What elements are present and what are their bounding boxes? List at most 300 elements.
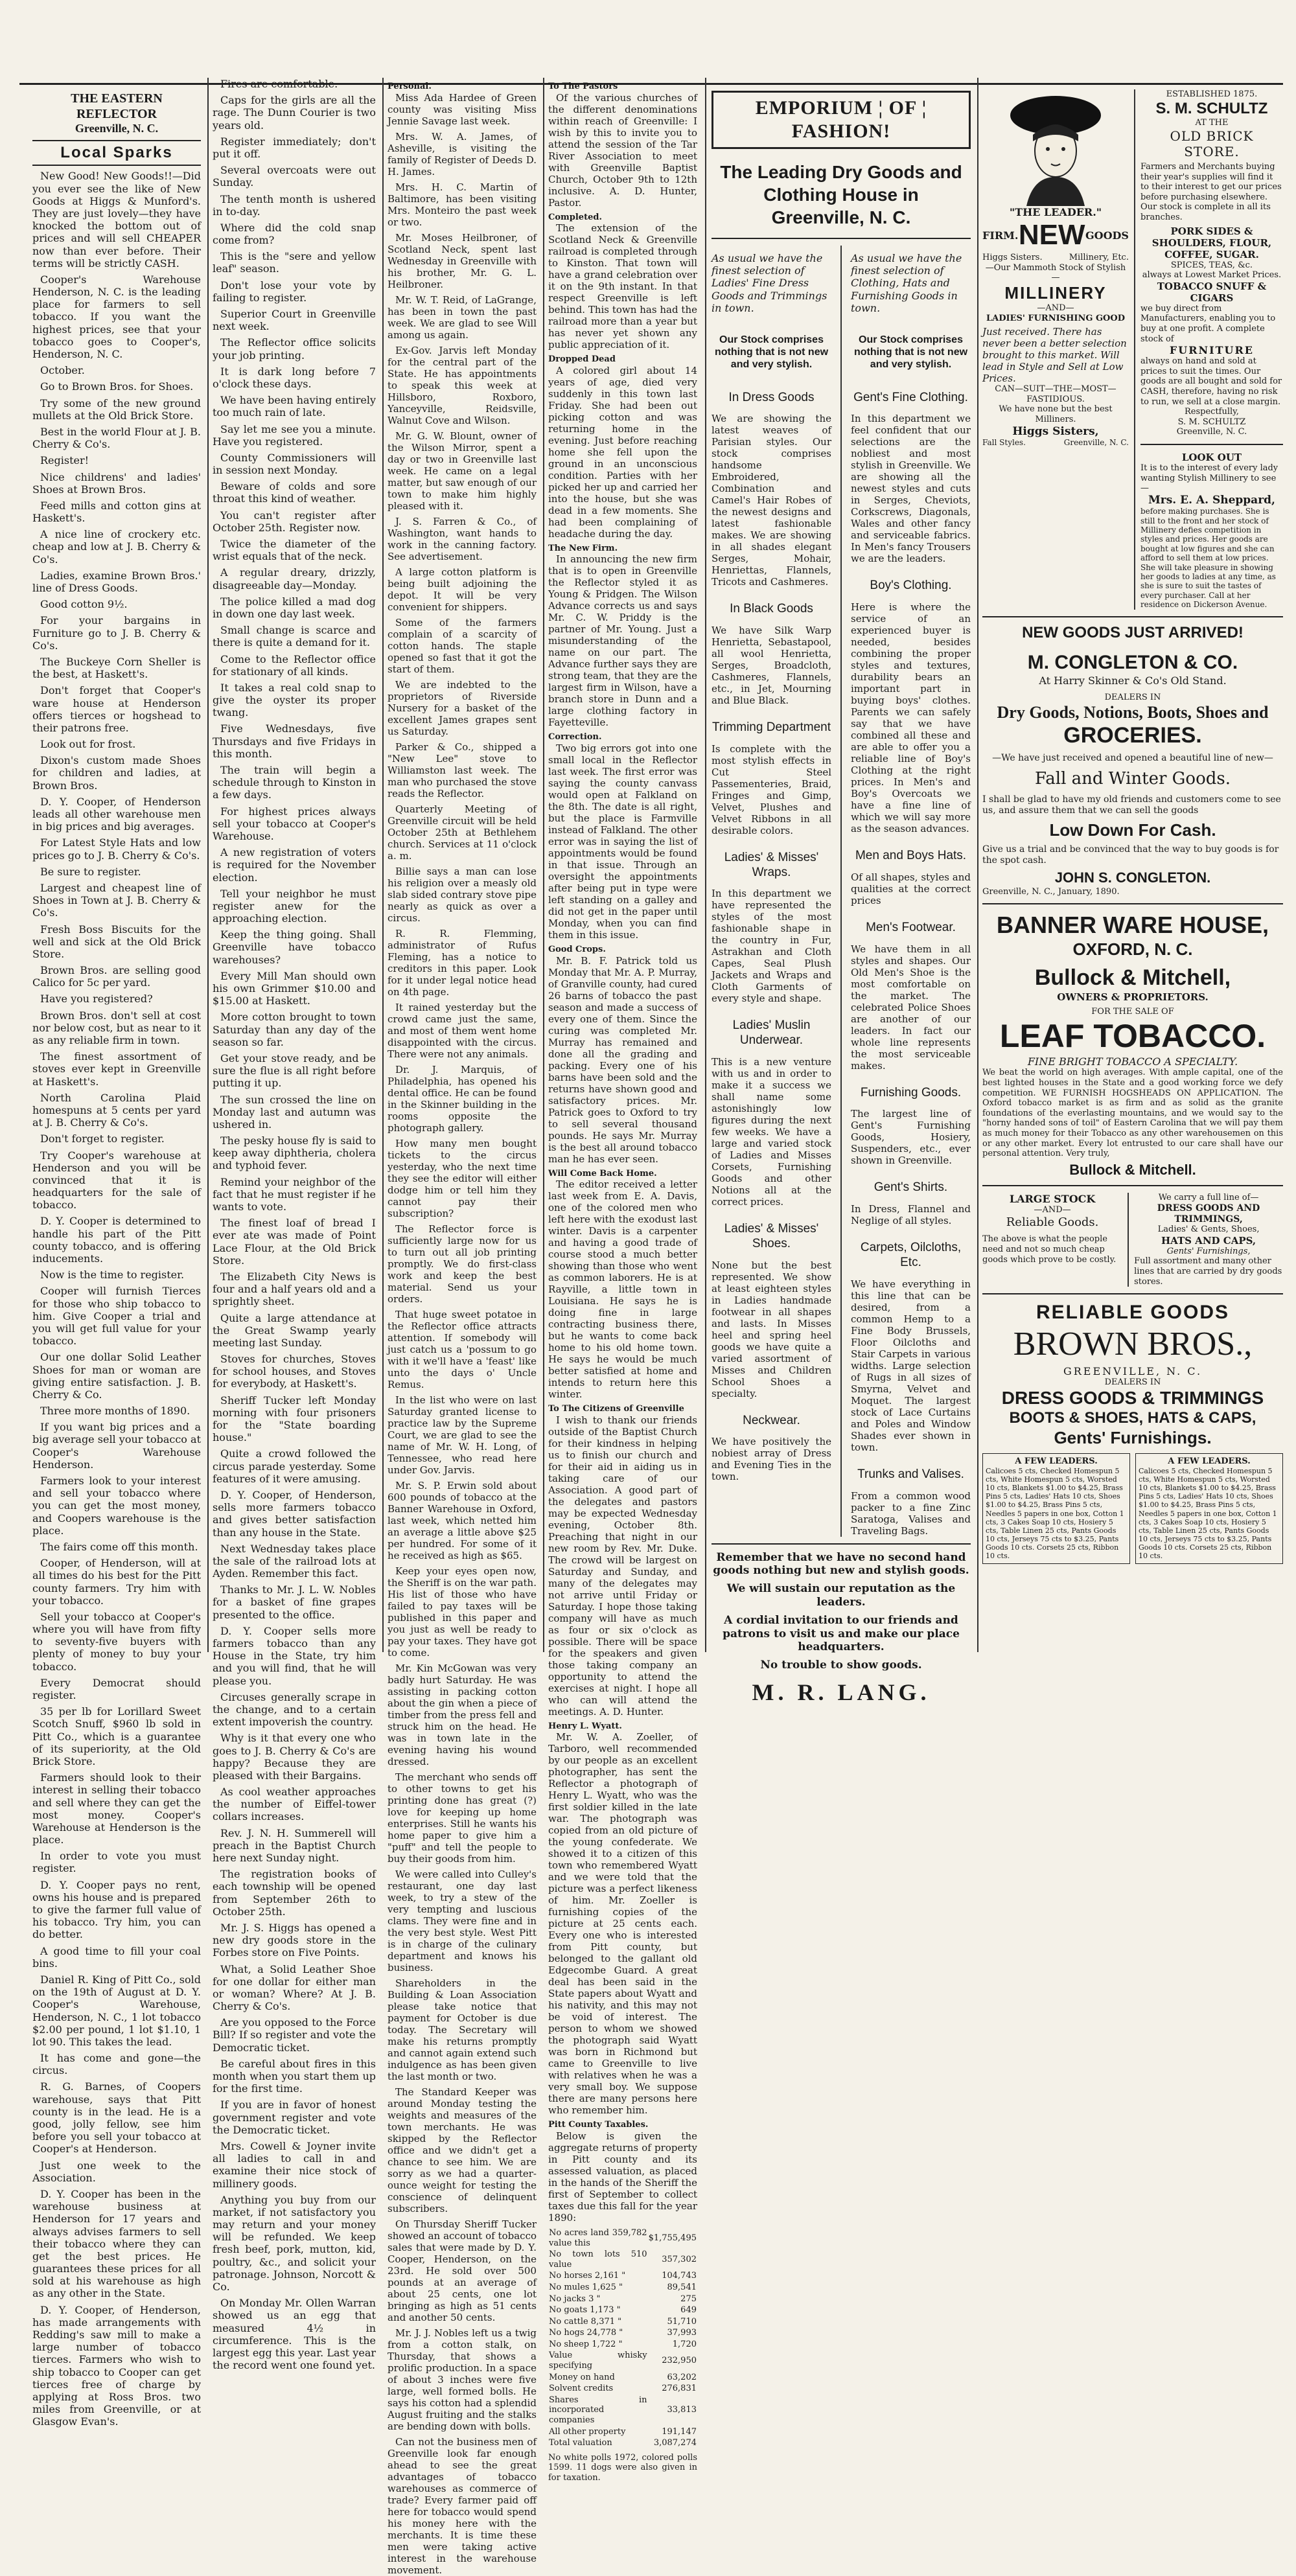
schultz-furniture: FURNITURE	[1169, 344, 1254, 357]
article-heading: To The Pastors	[548, 82, 618, 91]
brief-item: Say let me see you a minute. Have you registered.	[213, 422, 376, 448]
leaders-box-right	[1135, 1453, 1283, 1564]
brief-item: This is the "sere and yellow leaf" season.	[213, 250, 376, 275]
fullline-body: Full assortment and many other lines that are carried by dry goods stores.	[1134, 1256, 1282, 1287]
congleton-sign: JOHN S. CONGLETON.	[1054, 869, 1211, 886]
ad-divider	[1134, 89, 1135, 610]
tax-label: Value whisky specifying	[549, 2351, 647, 2371]
emporium-section-text: We have them in all styles and shapes. Our Old Men's Shoe is the most comfortable on the market. The celebrated Police Shoes are another of our leaders. In fact our whole line represents the most serviceable makes.	[851, 943, 971, 1072]
emporium-section-title: Trimming Department	[712, 720, 831, 735]
article-text: Mrs. W. A. James, of Asheville, is visiting the family of Register of Deeds D. H. James.	[388, 130, 537, 178]
brief-item: Mrs. Cowell & Joyner invite all ladies to call in and examine their nice stock of millinery goods.	[213, 2139, 376, 2190]
brief-item: For highest prices always sell your tobacco at Cooper's Warehouse.	[213, 805, 376, 842]
emporium-section-text: The largest line of Gent's Furnishing Goods, Hosiery, Suspenders, etc., ever shown in Greenville.	[851, 1108, 971, 1167]
tax-label: No cattle 8,371 "	[549, 2316, 622, 2327]
local-item: Daniel R. King of Pitt Co., sold on the 19th of August at D. Y. Cooper's Warehouse, Henderson, N. C., 1 lot tobacco $2.00 per pound, 1 lot $1.10, 1 lot 90. This takes the lead.	[32, 1973, 201, 2048]
left-intro: As usual we have the finest selection of Ladies' Fine Dress Goods and Trimmings in town.	[712, 252, 827, 314]
emporium-section-title: Boy's Clothing.	[870, 579, 952, 593]
brief-item: A new registration of voters is required for the November election.	[213, 846, 376, 884]
emporium-remember: Remember that we have no second hand goods nothing but new and stylish goods.	[713, 1550, 969, 1578]
tax-row	[548, 2350, 697, 2371]
local-item: North Carolina Plaid homespuns at 5 cents per yard at J. B. Cherry & Co's.	[32, 1091, 201, 1129]
local-item: A nice line of crockery etc. cheap and low at J. B. Cherry & Co's.	[32, 528, 201, 566]
congleton-line2: GROCERIES.	[1063, 723, 1202, 748]
higgs-sign-row	[982, 438, 1129, 447]
article-text: R. R. Flemming, administrator of Rufus Fleming, has a notice to creditors in this paper. Look for it under legal notice head on 4th page.	[388, 927, 537, 998]
fullline-ladies: Ladies' & Gents, Shoes,	[1157, 1225, 1260, 1235]
article-text: In the list who were on last Saturday granted license to practice law by the Supreme Court, we are glad to see the name of Mr. W. H. Long, of Tennessee, who read here under Gov. Jarvis.	[388, 1394, 537, 1476]
local-item: Go to Brown Bros. for Shoes.	[40, 380, 194, 393]
emporium-section-text: In this department we have represented the styles of the most fashionable shape in the country in Fur, Astrakhan and Cloth Capes, Seal Plush Jackets and Wraps and Cloth Garments of every style and shape.	[712, 888, 831, 1005]
emporium-columns	[712, 246, 971, 1537]
article-text: Miss Ada Hardee of Green county was visiting Miss Jennie Savage last week.	[388, 91, 537, 127]
schultz-store: OLD BRICK STORE.	[1170, 128, 1254, 159]
article-heading: Pitt County Taxables.	[548, 2120, 649, 2130]
article-heading: Henry L. Wyatt.	[548, 1721, 622, 1731]
emporium-section-title: Carpets, Oilcloths, Etc.	[860, 1241, 962, 1270]
leaders-row	[982, 1453, 1283, 1564]
tax-row	[548, 2327, 697, 2339]
lookout-body: It is to the interest of every lady wanting Stylish Millinery to see—	[1140, 463, 1279, 494]
article-text: Mr. W. T. Reid, of LaGrange, has been in town the past week. We are glad to see Will among us again.	[388, 293, 537, 341]
local-item: The Buckeye Corn Sheller is the best, at Haskett's.	[32, 655, 201, 681]
brief-item: Don't lose your vote by failing to register.	[213, 279, 376, 304]
local-item: Dixon's custom made Shoes for children and ladies, at Brown Bros.	[32, 754, 201, 792]
congleton-dealers: DEALERS IN	[1104, 692, 1161, 702]
higgs-names-row	[982, 253, 1129, 263]
congleton-received: —We have just received and opened a beautiful line of new—	[992, 753, 1273, 764]
fullline-intro: We carry a full line of—	[1158, 1193, 1259, 1203]
tax-row	[548, 2305, 697, 2316]
emporium-left	[712, 246, 831, 1537]
brief-item: D. Y. Cooper, of Henderson, sells more farmers tobacco and gives better satisfaction than any house in the State.	[213, 1488, 376, 1539]
local-item: Best in the world Flour at J. B. Cherry & Co's.	[32, 425, 201, 451]
brief-item: Five Wednesdays, five Thursdays and five Fridays in this month.	[213, 722, 376, 760]
local-item: For your bargains in Furniture go to J. B. Cherry & Co's.	[32, 614, 201, 652]
higgs-sign: Higgs Sisters,	[1012, 424, 1099, 438]
local-item: Try Cooper's warehouse at Henderson and you will be convinced that it is headquarters for the sale of tobacco.	[32, 1149, 201, 1212]
local-item: D. Y. Cooper, of Henderson leads all other warehouse men in big prices and big averages.	[32, 795, 201, 833]
tax-table	[548, 2227, 697, 2449]
local-item: D. Y. Cooper, of Henderson, has made arrangements with Redding's saw mill to make a large number of tobacco tierces. Farmers who wish to ship tobacco to Cooper can get tierces free of charge by applying at Ross Bros. two miles from Greenville, or at Glasgow Evan's.	[32, 2303, 201, 2428]
tax-row	[548, 2383, 697, 2395]
congleton-banner: NEW GOODS JUST ARRIVED!	[1022, 623, 1244, 641]
brief-item: We have been having entirely too much rain of late.	[213, 394, 376, 419]
local-item: Have you registered?	[40, 993, 153, 1006]
article-text: A large cotton platform is being built adjoining the depot. It will be very convenient for shippers.	[388, 566, 537, 613]
tax-value: 63,202	[667, 2372, 697, 2382]
lookout-title: LOOK OUT	[1181, 452, 1242, 464]
local-item: Be sure to register.	[40, 865, 141, 878]
schultz-sign2: Greenville, N. C.	[1176, 427, 1247, 437]
article-text: Mr. G. W. Blount, owner of the Wilson Mirror, spent a day or two in Greenville last week. He came on a legal matter, but saw enough of our town to make him highly pleased with it.	[388, 430, 537, 512]
brief-item: Keep the thing going. Shall Greenville have tobacco warehouses?	[213, 928, 376, 966]
brief-item: Circuses generally scrape in the change, and to a certain extent impoverish the country.	[213, 1690, 376, 1729]
congleton-at: At Harry Skinner & Co's Old Stand.	[1039, 674, 1227, 687]
tax-label: Solvent credits	[549, 2384, 614, 2394]
congleton-line1: Dry Goods, Notions, Boots, Shoes and	[997, 703, 1269, 722]
brief-item: Mr. J. S. Higgs has opened a new dry goods store in the Forbes store on Five Points.	[213, 1921, 376, 1959]
local-item: Just one week to the Association.	[32, 2159, 201, 2184]
article-text: Mr. W. A. Zoeller, of Tarboro, well recommended by our people as an excellent photographer, has sent the Reflector a photograph of Henry L. Wyatt, who was the first soldier killed in the late war. The photograph was copied from an old picture of the young confederate. We showed it to a citizen of this town who remembered Wyatt and we were told that the picture was a perfect likeness of him. Mr. Zoeller is furnishing copies of the picture at 25 cents each. Every one who is interested from Pitt county, but belonged to the gallant old Edgecombe Guard. A great deal has been said in the State papers about Wyatt and his nativity, and this may not be void of interest. The person to whom we showed the photograph said Wyatt was born in Richmond but came to Greenville to live with relatives when he was a very small boy. We suppose there are many persons here who remember him.	[548, 1731, 697, 2117]
schultz-items: PORK SIDES & SHOULDERS, FLOUR, COFFEE, SUGAR.	[1151, 225, 1272, 260]
article-text: Parker & Co., shipped a "New Lee" stove to Williamston last week. The man who purchased the stove reads the Reflector.	[388, 741, 537, 799]
brief-item: Are you opposed to the Force Bill? If so register and vote the Democratic ticket.	[213, 2016, 376, 2054]
tax-label: Total valuation	[549, 2438, 612, 2448]
top-ads-row	[982, 89, 1283, 610]
local-item: Don't forget that Cooper's ware house at Henderson offers tierces or hogshead to their patrons free.	[32, 684, 201, 734]
local-item: Cooper will furnish Tierces for those who ship tobacco to him. Give Cooper a trial and you will get full value for your tobacco.	[32, 1285, 201, 1348]
higgs-call: We have none but the best Milliners.	[999, 404, 1113, 424]
news-list	[548, 82, 697, 2224]
tax-label: No goats 1,173 "	[549, 2305, 621, 2316]
article-heading: Completed.	[548, 212, 602, 222]
tax-label: No sheep 1,722 "	[549, 2339, 623, 2349]
local-item: Try some of the new ground mullets at the Old Brick Store.	[32, 397, 201, 422]
tax-value: 232,950	[662, 2356, 697, 2366]
article-text: In announcing the new firm that is to open in Greenville the Reflector styled it as Young & Pridgen. The Wilson Advance corrects us and says Mr. C. W. Priddy is the partner of Mr. Young. Just a misunderstanding of the name on our part. The Advance further says they are strong team, that they are the largest firm in Wilson, have a branch store in Dunn and a large clothing factory in Fayetteville.	[548, 553, 697, 729]
local-item: Cooper's Warehouse Henderson, N. C. is the leading place for farmers to sell tobacco. If you want the highest prices, see that your tobacco goes to Cooper's, Henderson, N. C.	[32, 273, 201, 361]
local-item: If you want big prices and a big average sell your tobacco at Cooper's Warehouse Henderson.	[32, 1421, 201, 1471]
emporium-section-text: We have Silk Warp Henrietta, Sebastapool, all wool Henrietta, Serges, Broadcloth, Cashmeres, Flannels, etc., in Jet, Mourning and Blue Black.	[712, 625, 831, 707]
emporium-ad	[712, 78, 971, 1705]
article-text: J. S. Farren & Co., of Washington, want hands to work in the canning factory. See advertisement.	[388, 515, 537, 562]
tax-label: No mules 1,625 "	[549, 2282, 623, 2292]
higgs-millinery-etc: Millinery, Etc.	[1069, 252, 1129, 262]
local-item: 35 per lb for Lorillard Sweet Scotch Snuff, $960 lb sold in Pitt Co., which is a guarantee of its superiority, at the Old Brick Store.	[32, 1705, 201, 1767]
right-ads	[982, 78, 1283, 1652]
masthead-title: THE EASTERN REFLECTOR	[71, 91, 163, 121]
article-text: Billie says a man can lose his religion over a measly old slab sided contrary stove pipe nearly as quick as over a circus.	[388, 865, 537, 924]
column-rule	[382, 78, 384, 1652]
emporium-section-title: In Black Goods	[730, 602, 813, 616]
large-stock-title: LARGE STOCK	[1009, 1193, 1096, 1206]
brief-item: Remind your neighbor of the fact that he must register if he wants to vote.	[213, 1175, 376, 1213]
brief-item: Stoves for churches, Stoves for school houses, and Stoves for everybody, at Haskett's.	[213, 1353, 376, 1390]
column-rule	[207, 78, 209, 1652]
article-text: Mr. S. P. Erwin sold about 600 pounds of tobacco at the Banner Warehouse in Oxford, last week, which netted him an average a little above $25 per hundred. For some of it he received as high as $65.	[388, 1479, 537, 1561]
article-text: The merchant who sends off to other towns to get his printing done has great (?) love for keeping up home enterprises. Still he wants his home paper to give him a "puff" and tell the people to buy their goods from him.	[388, 1771, 537, 1865]
emporium-section-title: Furnishing Goods.	[860, 1085, 962, 1099]
emporium-owner: M. R. LANG.	[752, 1679, 931, 1705]
banner-prop: OWNERS & PROPRIETORS.	[1057, 991, 1209, 1003]
emporium-section-text: We have positively the nobiest array of Dress and Evening Ties in the town.	[712, 1436, 831, 1483]
brief-item: The train will begin a schedule through to Kinston in a few days.	[213, 764, 376, 801]
emporium-right	[851, 246, 971, 1537]
large-stock-and: —AND—	[1034, 1205, 1071, 1215]
local-item: October.	[40, 364, 85, 377]
local-item: Good cotton 9½.	[40, 598, 128, 611]
column-rule	[543, 78, 544, 1652]
local-item: Brown Bros. don't sell at cost nor below cost, but as near to it as any reliable firm in town.	[32, 1009, 201, 1047]
article-text: Shareholders in the Building & Loan Association please take notice that payment for October is due today. The Secretary will make his returns promptly and cannot again extend such indulgence as has been given the last month or two.	[388, 1977, 537, 2082]
article-text: I wish to thank our friends outside of the Baptist Church for their kindness in helping us to finish our church and for their aid in aiding us in taking care of our Association. A good part of the delegates and pastors may be expected Wednesday evening, October 8th. Preaching that night in our new room by Rev. Mr. Duke. The crowd will be largest on Saturday and Sunday, and many of the delegates may not arrive until Friday or Saturday. I hope those taking company will have as much as four or six o'clock as possible. There will be space for the speakers and given those taking company an opportunity to attend the exercises at night. I hope all who can will attend the meetings. A. D. Hunter.	[548, 1414, 697, 1718]
higgs-and: —AND—	[1037, 303, 1074, 313]
schultz-buy: we buy direct from Manufacturers, enabling you to buy at one profit. A complete stock of	[1140, 303, 1276, 344]
tax-row	[548, 2282, 697, 2294]
banner-fine: FINE BRIGHT TOBACCO A SPECIALTY.	[1027, 1055, 1238, 1068]
brief-item: The pesky house fly is said to keep away diphtheria, cholera and typhoid fever.	[213, 1134, 376, 1172]
column-personal	[388, 78, 537, 2576]
tax-footer: No white polls 1972, colored polls 1599. 11 dogs were also given in for taxation.	[548, 2452, 697, 2483]
brief-item: The tenth month is ushered in to-day.	[213, 192, 376, 218]
local-item: D. Y. Cooper is determined to handle his part of the Pitt county tobacco, and is offering inducements.	[32, 1215, 201, 1265]
emporium-section-title: Men and Boys Hats.	[855, 849, 967, 863]
brown-line2: BOOTS & SHOES, HATS & CAPS,	[1009, 1409, 1256, 1427]
briefs-list	[213, 78, 376, 2371]
leaders-list-left: Calicoes 5 cts, Checked Homespun 5 cts, White Homespun 5 cts, Worsted 10 cts, Blankets $1.00 to $4.25, Brass Pins 5 cts, Ladies' Hats 10 cts, Shoes $1.00 to $4.25, Brass Pins 5 cts, Needles 5 papers in one box, Cotton 1 cts, 3 Cakes Soap 10 cts, Hosiery 5 cts, Table Linen 25 cts, Pants Goods 10 cts, Jerseys 75 cts to $3.25, Pants Goods 10 cts. Corsets 25 cts, Ribbon 10 cts.	[986, 1466, 1124, 1561]
brief-item: Get your stove ready, and be sure the flue is all right before putting it up.	[213, 1052, 376, 1090]
congleton-low: Low Down For Cash.	[1049, 820, 1216, 840]
tax-label: Money on hand	[549, 2372, 615, 2382]
emporium-section-text: We are showing the latest weaves of Parisian styles. Our stock comprises handsome Embroidered, Combination and Camel's Hair Robes of the newest designs and latest fashionable makes. We are showing in all shades elegant Serges, Mohair, Henriettas, Flannels, Tricots and Cashmeres.	[712, 413, 831, 588]
higgs-ladies: LADIES' FURNISHING GOOD	[986, 313, 1125, 323]
article-text: Below is given the aggregate returns of property in Pitt county and its assessed valuation, as placed in the hands of the Sheriff the first of September to collect taxes due this fall for the year 1890:	[548, 2130, 697, 2224]
article-text: We are indebted to the proprietors of Riverside Nursery for a basket of the excellent James grapes sent us Saturday.	[388, 678, 537, 737]
tax-label: No acres land 359,782 value this	[549, 2227, 647, 2248]
ad-divider	[1128, 1193, 1129, 1287]
banner-title: BANNER WARE HOUSE,	[996, 912, 1269, 939]
article-text: Some of the farmers complain of a scarcity of cotton hands. The staple opened so fast that it got the start of them.	[388, 616, 537, 675]
brief-item: The Reflector office solicits your job printing.	[213, 336, 376, 362]
article-text: How many men bought tickets to the circus yesterday, who the next time they see the editor will either dodge him or tell him they cannot pay their subscription?	[388, 1137, 537, 1219]
column-rule	[977, 78, 978, 1652]
tax-value: 37,993	[667, 2328, 697, 2338]
emporium-section-title: Trunks and Valises.	[857, 1467, 964, 1481]
emporium-section-title: Ladies' Muslin Underwear.	[732, 1018, 811, 1048]
tax-row	[548, 2316, 697, 2328]
brown-bros-ad	[982, 1301, 1283, 1563]
brief-item: Come to the Reflector office for stationary of all kinds.	[213, 652, 376, 678]
tax-value: 649	[680, 2305, 697, 2316]
brief-item: It takes a real cold snap to give the oyster its proper twang.	[213, 681, 376, 719]
article-text: On Thursday Sheriff Tucker showed an account of tobacco sales that were made by D. Y. Cooper, Henderson, on the 23rd. He sold over 500 pounds at an average of about 25 cents, one lot bringing as high as 51 cents and another 50 cents.	[388, 2218, 537, 2323]
local-item: Every Democrat should register.	[32, 1676, 201, 1702]
article-text: Mr. B. F. Patrick told us Monday that Mr. A. P. Murray, of Granville county, had cured 26 barns of tobacco the past season and made a success of every one of them. Since the curing was completed Mr. Murray has remained and done all the grading and packing. Every one of his barns have been sold and the returns have shown good and satisfactory prices. Mr. Patrick goes to Oxford to try to sell several thousand pounds. He says Mr. Murray is the best all around tobacco man he has ever seen.	[548, 954, 697, 1165]
article-text: Keep your eyes open now, the Sheriff is on the war path. His list of those who have failed to pay taxes will be published in this paper and you just as well be ready to pay your taxes. They have got to come.	[388, 1565, 537, 1659]
column-news	[548, 78, 697, 2483]
local-item: New Good! New Goods!!—Did you ever see the like of New Goods at Higgs & Munford's. They are just lovely—they have knocked the bottom out of prices and will sell CHEAPER now than ever before. Their terms will be strictly CASH.	[32, 170, 201, 270]
masthead-place: Greenville, N. C.	[75, 122, 159, 135]
schultz-furn-body: always on hand and sold at prices to suit the times. Our goods are all bought and sold for CASH, therefore, having no risk to run, we sell at a close margin.	[1140, 356, 1282, 407]
newspaper-page	[19, 78, 1283, 2576]
local-item: The fairs come off this month.	[40, 1540, 198, 1553]
tax-label: Shares in incorporated companies	[549, 2395, 647, 2426]
brief-item: Beware of colds and sore throat this kind of weather.	[213, 480, 376, 505]
local-item: Look out for frost.	[40, 738, 136, 751]
higgs-new: NEW	[1018, 219, 1085, 251]
emporium-section-title: In Dress Goods	[728, 390, 815, 404]
brief-item: As cool weather approaches the number of Eiffel-tower collars increases.	[213, 1786, 376, 1823]
higgs-goods: GOODS	[1085, 229, 1129, 242]
tax-value: 51,710	[667, 2316, 697, 2327]
schultz-body: Farmers and Merchants buying their year's supplies will find it to their interest to get our prices before purchasing elsewhere. Our stock is complete in all its branches.	[1140, 161, 1282, 222]
banner-forsale: FOR THE SALE OF	[1091, 1006, 1174, 1017]
schultz-at: AT THE	[1195, 118, 1229, 128]
emporium-section-title: Gent's Fine Clothing.	[853, 390, 968, 404]
brief-item: Superior Court in Greenville next week.	[213, 308, 376, 333]
emporium-sustain: We will sustain our reputation as the leaders.	[726, 1582, 956, 1609]
tax-row	[548, 2372, 697, 2384]
article-text: We were called into Culley's restaurant, one day last week, to try a stew of the very tempting and luscious clams. They were fine and in the very best style. West Pitt is in charge of the culinary department and knows his business.	[388, 1868, 537, 1973]
local-item: Feed mills and cotton gins at Haskett's.	[32, 499, 201, 525]
brief-item: Several overcoats were out Sunday.	[213, 164, 376, 189]
personal-list	[388, 82, 537, 2576]
banner-leaf: LEAF TOBACCO.	[999, 1018, 1266, 1055]
schultz-est: ESTABLISHED 1875.	[1166, 89, 1258, 99]
local-item: Register!	[40, 454, 89, 467]
emporium-section-title: Men's Footwear.	[866, 920, 956, 934]
emporium-subtitle: The Leading Dry Goods and Clothing House in Greenville, N. C.	[720, 162, 962, 227]
leaders-title-right: A FEW LEADERS.	[1168, 1456, 1251, 1467]
brief-item: The registration books of each township will be opened from September 26th to October 25th.	[213, 1868, 376, 1918]
emporium-section-text: In Dress, Flannel and Neglige of all styles.	[851, 1203, 971, 1227]
brief-item: If you are in favor of honest government register and vote the Democratic ticket.	[213, 2099, 376, 2136]
banner-warehouse-ad	[982, 911, 1283, 1179]
brief-item: Fires are comfortable.	[220, 78, 338, 90]
tax-row	[548, 2339, 697, 2351]
brief-item: The police killed a mad dog in down one day last week.	[213, 595, 376, 620]
tax-value: 3,087,274	[653, 2438, 697, 2448]
large-stock-body: The above is what the people need and not so much cheap goods which prove to be costly.	[982, 1234, 1117, 1265]
congleton-trial: Give us a trial and be convinced that the way to buy goods is for the spot cash.	[982, 844, 1279, 866]
lady-portrait-icon	[1007, 89, 1104, 206]
brief-item: What, a Solid Leather Shoe for one dollar for either man or woman? Where? At J. B. Cherry & Co's.	[213, 1962, 376, 2013]
large-stock-ad	[982, 1193, 1122, 1287]
higgs-firm: FIRM.	[982, 229, 1019, 242]
column-local-sparks	[32, 78, 201, 2428]
emporium-section-text: Of all shapes, styles and qualities at the correct prices	[851, 871, 971, 906]
stock-note-left: Our Stock comprises nothing that is not new and very stylish.	[714, 334, 829, 371]
article-text: Mr. Moses Heilbroner, of Scotland Neck, spent last Wednesday in Greenville with his brother, Mr. G. L. Heilbroner.	[388, 231, 537, 290]
article-text: A colored girl about 14 years of age, died very suddenly in this town last Friday. She had been out picking cotton and was returning home in the evening. Just before reaching home she fell upon the ground in an unconscious condition. Parties with her picked her up and carried her into the house, but she was dead in a few moments. She had been complaining of headache during the day.	[548, 364, 697, 540]
local-item: Our one dollar Solid Leather Shoes for man or woman are giving entire satisfaction. J. B. Cherry & Co.	[32, 1351, 201, 1401]
local-item: In order to vote you must register.	[32, 1850, 201, 1875]
right-intro: As usual we have the finest selection of Clothing, Hats and Furnishing Goods in town.	[851, 252, 962, 314]
emporium-section-title: Ladies' & Misses' Shoes.	[724, 1222, 819, 1250]
fullline-hats: HATS AND CAPS,	[1161, 1234, 1256, 1247]
brown-line3: Gents' Furnishings.	[1054, 1427, 1212, 1447]
local-item: Farmers look to your interest and sell your tobacco where you can get the most money, and Coopers warehouse is the place.	[32, 1475, 201, 1537]
emporium-banner: EMPORIUM ¦ OF ¦ FASHION!	[712, 91, 971, 149]
brief-item: Caps for the girls are all the rage. The Dunn Courier is two years old.	[213, 94, 376, 132]
article-text: Mr. J. J. Nobles left us a twig from a cotton stalk, on Thursday, that shows a prolific production. In a space of about 3 inches were five large, well formed bolls. He says his cotton had a splendid August fruiting and the stalks are bending down with bolls.	[388, 2327, 537, 2432]
brief-item: Twice the diameter of the wrist equals that of the neck.	[213, 538, 376, 563]
article-text: The extension of the Scotland Neck & Greenville railroad is completed through to Kinston. That town will have a grand celebration over it on the 9th instant. In that respect Greenville is left behind. This town has had the railroad more than a year but has never yet shown any public appreciation of it.	[548, 222, 697, 351]
local-item: Three more months of 1890.	[40, 1405, 191, 1418]
brief-item: Every Mill Man should own his own Grimmer $10.00 and $15.00 at Haskett.	[213, 969, 376, 1007]
local-item: It has come and gone—the circus.	[32, 2052, 201, 2077]
article-heading: To The Citizens of Greenville	[548, 1404, 684, 1414]
brief-item: Tell your neighbor he must register anew for the approaching election.	[213, 887, 376, 925]
fullline-dress: DRESS GOODS AND TRIMMINGS,	[1157, 1202, 1260, 1225]
brief-item: The Elizabeth City News is four and a half years old and a sprightly sheet.	[213, 1270, 376, 1308]
section-title: Local Sparks	[60, 143, 173, 161]
column-briefs	[213, 78, 376, 2372]
tax-label: No horses 2,161 "	[549, 2271, 626, 2281]
large-stock-reliable: Reliable Goods.	[1006, 1215, 1099, 1229]
emporium-divider	[840, 246, 842, 1537]
emporium-section-text: We have everything in this line that can be desired, from a common Hemp to a Fine Body Brussels, Floor Oilcloths and Stair Carpets in various widths. Large selection of Rugs in all sizes of Smyrna, Velvet and Moquet. The largest stock of Lace Curtains and Poles and Window Shades ever shown in town.	[851, 1278, 971, 1453]
emporium-section-text: Is complete with the most stylish effects in Cut Steel Passementeries, Braid, Fringes and Gimp, Velvet, Plushes and Velvet Ribbons in all desirable colors.	[712, 742, 831, 836]
leaders-box-left	[982, 1453, 1130, 1564]
brief-item: Where did the cold snap come from?	[213, 221, 376, 247]
higgs-ad	[982, 89, 1129, 610]
brown-dealers: DEALERS IN	[1104, 1377, 1161, 1387]
full-line-ad	[1134, 1193, 1283, 1287]
local-item: For Latest Style Hats and low prices go to J. B. Cherry & Co's.	[32, 836, 201, 862]
brief-item: Next Wednesday takes place the sale of the railroad lots at Ayden. Remember this fact.	[213, 1542, 376, 1580]
brief-item: Rev. J. N. H. Summerell will preach in the Baptist Church here next Sunday night.	[213, 1826, 376, 1864]
local-item: The finest assortment of stoves ever kept in Greenville at Haskett's.	[32, 1050, 201, 1088]
tax-label: No town lots 510 value	[549, 2249, 647, 2270]
tax-row	[548, 2437, 697, 2449]
local-item: Farmers should look to their interest in selling their tobacco and sell where they can get the most money. Cooper's Warehouse at Henderson is the place.	[32, 1771, 201, 1846]
congleton-season: Fall and Winter Goods.	[1034, 768, 1231, 788]
tax-value: 104,743	[662, 2271, 697, 2281]
congleton-name: M. CONGLETON & CO.	[1027, 652, 1238, 674]
tax-row	[548, 2249, 697, 2270]
local-items-list	[32, 170, 201, 2428]
higgs-tagline: CAN—SUIT—THE—MOST—FASTIDIOUS.	[995, 384, 1117, 404]
schultz-spices: SPICES, TEAS, &c.	[1170, 260, 1253, 270]
higgs-millinery: MILLINERY	[1004, 282, 1107, 303]
tax-label: No jacks 3 "	[549, 2294, 601, 2304]
emporium-left-sections	[712, 391, 831, 1483]
brief-item: Quite a large attendance at the Great Swamp yearly meeting last Sunday.	[213, 1311, 376, 1349]
local-item: Sell your tobacco at Cooper's where you will have from fifty to seventy-five buyers with plenty of money to buy your tobacco.	[32, 1610, 201, 1673]
tax-row	[548, 2426, 697, 2438]
tax-value: 357,302	[662, 2254, 697, 2264]
congleton-ad	[982, 624, 1283, 897]
congleton-glad: I shall be glad to have my old friends and customers come to see us, and assure them that we can sell the goods	[982, 794, 1281, 816]
brief-item: Register immediately; don't put it off.	[213, 135, 376, 160]
stock-note-right: Our Stock comprises nothing that is not new and very stylish.	[853, 334, 968, 371]
banner-sign: Bullock & Mitchell.	[1069, 1161, 1196, 1178]
article-heading: Will Come Back Home.	[548, 1168, 657, 1179]
brief-item: You can't register after October 25th. Register now.	[213, 509, 376, 534]
tax-value: 33,813	[667, 2405, 697, 2415]
tax-label: All other property	[549, 2426, 626, 2437]
emporium-section-title: Neckwear.	[743, 1413, 800, 1427]
article-text: The editor received a letter last week from E. A. Davis, one of the colored men who left here with the exodust last winter. Davis is a carpenter and having a good trade of course stood a much better showing than those who went as common laborers. He is at Rayville, a little town in Louisiana. He says he is doing fine in large contracting business there, but he wants to come back home to his old home town. He says he would be much better satisfied at home and intends to return here this winter.	[548, 1179, 697, 1401]
tax-row	[548, 2294, 697, 2305]
congleton-date: Greenville, N. C., January, 1890.	[982, 886, 1120, 897]
article-heading: Good Crops.	[548, 944, 606, 954]
higgs-names: Higgs Sisters.	[982, 252, 1043, 262]
emporium-section-title: Ladies' & Misses' Wraps.	[724, 850, 819, 879]
schultz-sign: S. M. SCHULTZ	[1177, 417, 1246, 427]
emporium-section-text: Here is where the service of an experienced buyer is needed, besides combining the proper styles and textures, durability bears an important part in buying boys' clothes. Parents we can safely say that we have combined all these and are able to offer you a reliable line of Boy's Clothing at the right prices. In Men's and Boy's Overcoats we have a fine line of which we will say more as the season advances.	[851, 601, 971, 835]
article-text: The Standard Keeper was around Monday testing the weights and measures of the town merchants. He was skipped by the Reflector office and we didn't get a chance to see him. We are sorry as we had a quarter-ounce weight for testing the conscience of delinquent subscribers.	[388, 2086, 537, 2214]
article-text: Of the various churches of the different denominations within reach of Greenville: I wish by this to invite you to attend the session of the Tar River Association to meet with Greenville Baptist Church, October 9th to 12th inclusive. A. D. Hunter, Pastor.	[548, 91, 697, 209]
local-item: Largest and cheapest line of Shoes in Town at J. B. Cherry & Co's.	[32, 881, 201, 919]
local-item: Nice childrens' and ladies' Shoes at Brown Bros.	[32, 470, 201, 496]
article-heading: Personal.	[388, 82, 432, 91]
tax-row	[548, 2270, 697, 2282]
local-item: Brown Bros. are selling good Calico for 5c per yard.	[32, 964, 201, 989]
local-item: D. Y. Cooper has been in the warehouse business at Henderson for 17 years and always advises farmers to sell their tobacco where they can get the best prices. He guarantees these prices for all sold at his warehouse as high as any other in the State.	[32, 2187, 201, 2300]
local-item: A good time to fill your coal bins.	[32, 1944, 201, 1970]
brief-item: More cotton brought to town Saturday than any day of the season so far.	[213, 1011, 376, 1048]
higgs-sign3: Greenville, N. C.	[1063, 437, 1129, 447]
brown-reliable: RELIABLE GOODS	[1036, 1302, 1229, 1324]
tax-value: $1,755,495	[648, 2233, 697, 2243]
local-item: Ladies, examine Brown Bros.' line of Dress Goods.	[32, 569, 201, 595]
schultz-tobacco: TOBACCO SNUFF & CIGARS	[1157, 280, 1267, 304]
article-text: It rained yesterday but the crowd came just the same, and most of them went home disappointed with the circus. There were not any animals.	[388, 1001, 537, 1060]
emporium-trouble: No trouble to show goods.	[760, 1659, 922, 1672]
